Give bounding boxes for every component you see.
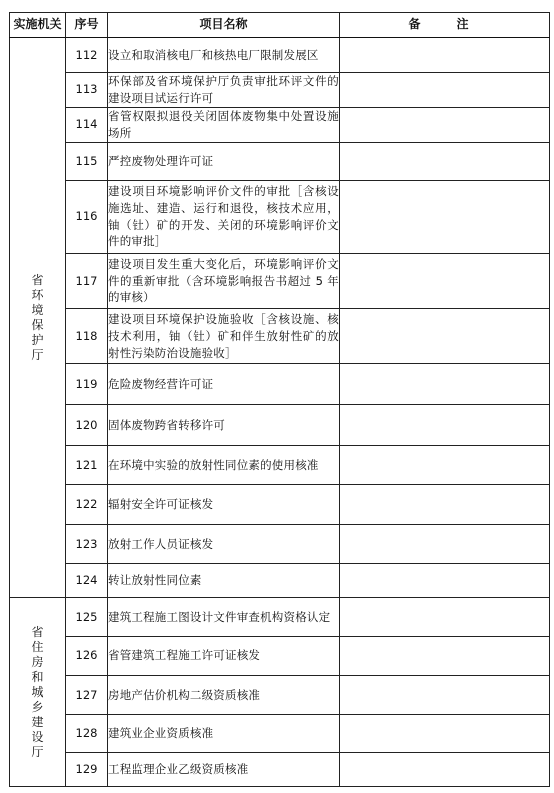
item-number: 113 <box>66 72 108 107</box>
item-number: 114 <box>66 107 108 142</box>
table-row <box>10 364 550 405</box>
item-remarks <box>340 38 550 73</box>
item-name: 建设项目环境影响评价文件的审批［含核设施选址、建造、运行和退役，核技术应用，铀（钍）矿的开发、关闭的环境影响评价文件的审批］ <box>108 180 340 254</box>
item-remarks <box>340 142 550 180</box>
header-agency: 实施机关 <box>10 13 66 38</box>
item-remarks <box>340 107 550 142</box>
header-remarks <box>340 13 550 38</box>
item-number: 125 <box>66 598 108 637</box>
agency-name: 省环境保护厅 <box>31 272 44 362</box>
item-number: 120 <box>66 405 108 446</box>
table-row <box>10 445 550 484</box>
table-row <box>10 180 550 254</box>
item-name: 辐射安全许可证核发 <box>108 484 340 524</box>
item-name: 环保部及省环境保护厅负责审批环评文件的建设项目试运行许可 <box>108 72 340 107</box>
table-row <box>10 405 550 446</box>
table-row <box>10 524 550 564</box>
table-row <box>10 753 550 787</box>
header-number: 序号 <box>66 13 108 38</box>
table-header-row <box>10 13 550 38</box>
item-remarks <box>340 753 550 787</box>
table-row <box>10 254 550 309</box>
item-remarks <box>340 564 550 598</box>
agency-cell <box>10 38 66 598</box>
header-remarks-label: 备 注 <box>408 17 481 32</box>
item-name: 建设项目环境保护设施验收［含核设施、核技术利用，铀（钍）矿和伴生放射性矿的放射性污染防治设施验收］ <box>108 309 340 364</box>
table-row <box>10 142 550 180</box>
item-remarks <box>340 445 550 484</box>
item-remarks <box>340 254 550 309</box>
table-row <box>10 107 550 142</box>
table-body <box>10 38 550 787</box>
item-number: 118 <box>66 309 108 364</box>
item-remarks <box>340 598 550 637</box>
item-name: 工程监理企业乙级资质核准 <box>108 753 340 787</box>
item-number: 121 <box>66 445 108 484</box>
item-number: 115 <box>66 142 108 180</box>
item-remarks <box>340 364 550 405</box>
item-remarks <box>340 675 550 715</box>
item-number: 122 <box>66 484 108 524</box>
item-name: 房地产估价机构二级资质核准 <box>108 675 340 715</box>
agency-cell <box>10 598 66 787</box>
item-number: 119 <box>66 364 108 405</box>
table-row <box>10 484 550 524</box>
table-row <box>10 309 550 364</box>
item-remarks <box>340 715 550 753</box>
administrative-items-table <box>9 12 550 787</box>
item-number: 129 <box>66 753 108 787</box>
header-item-name: 项目名称 <box>108 13 340 38</box>
item-name: 建筑工程施工图设计文件审查机构资格认定 <box>108 598 340 637</box>
table-row <box>10 636 550 675</box>
item-number: 127 <box>66 675 108 715</box>
item-name: 建筑业企业资质核准 <box>108 715 340 753</box>
item-number: 126 <box>66 636 108 675</box>
item-name: 放射工作人员证核发 <box>108 524 340 564</box>
agency-name: 省住房和城乡建设厅 <box>31 624 44 759</box>
item-name: 省管建筑工程施工许可证核发 <box>108 636 340 675</box>
item-remarks <box>340 180 550 254</box>
item-name: 设立和取消核电厂和核热电厂限制发展区 <box>108 38 340 73</box>
item-number: 112 <box>66 38 108 73</box>
item-name: 在环境中实验的放射性同位素的使用核准 <box>108 445 340 484</box>
item-name: 省管权限拟退役关闭固体废物集中处置设施场所 <box>108 107 340 142</box>
item-number: 124 <box>66 564 108 598</box>
table-row <box>10 715 550 753</box>
item-name: 危险废物经营许可证 <box>108 364 340 405</box>
item-number: 116 <box>66 180 108 254</box>
table-row <box>10 72 550 107</box>
item-remarks <box>340 636 550 675</box>
item-number: 123 <box>66 524 108 564</box>
item-name: 严控废物处理许可证 <box>108 142 340 180</box>
item-name: 转让放射性同位素 <box>108 564 340 598</box>
item-number: 128 <box>66 715 108 753</box>
item-remarks <box>340 405 550 446</box>
item-remarks <box>340 524 550 564</box>
table-row <box>10 564 550 598</box>
item-remarks <box>340 72 550 107</box>
table-row <box>10 598 550 637</box>
item-name: 固体废物跨省转移许可 <box>108 405 340 446</box>
table-row <box>10 675 550 715</box>
item-remarks <box>340 309 550 364</box>
item-number: 117 <box>66 254 108 309</box>
table-row <box>10 38 550 73</box>
item-remarks <box>340 484 550 524</box>
item-name: 建设项目发生重大变化后，环境影响评价文件的重新审批（含环境影响报告书超过 5 年的审核） <box>108 254 340 309</box>
